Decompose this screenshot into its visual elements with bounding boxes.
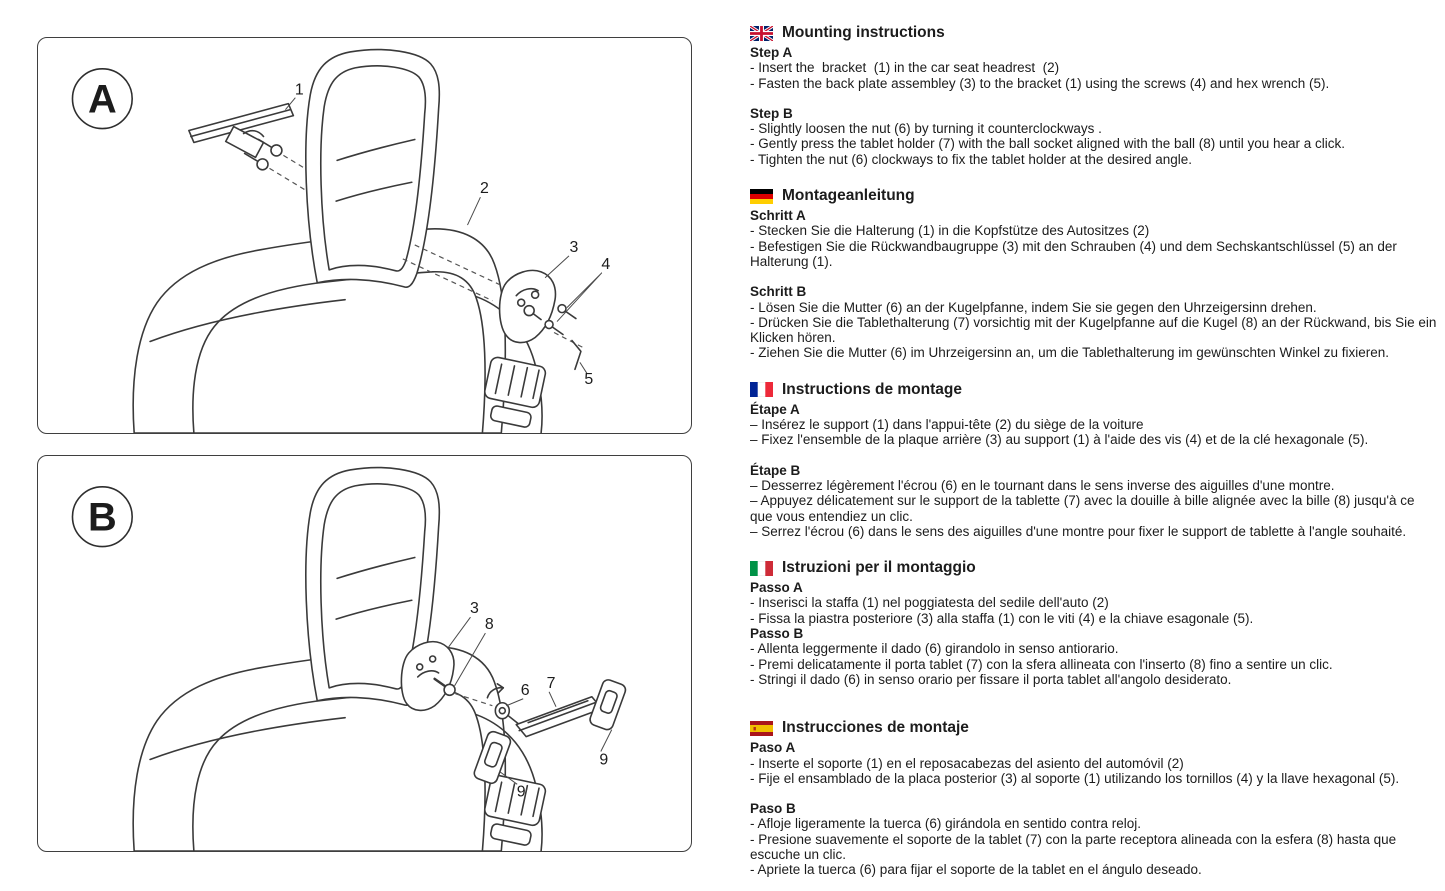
diagram-a-drawing bbox=[38, 38, 691, 433]
step-heading: Paso A bbox=[750, 740, 796, 756]
step-heading: Step B bbox=[750, 105, 793, 121]
instruction-line: - Stecken Sie die Halterung (1) in die Kopfstütze des Autositzes (2) bbox=[750, 223, 1150, 239]
step-block bbox=[750, 284, 1440, 360]
headrest-bracket-drawing bbox=[189, 104, 293, 170]
instruction-line: - Fissa la piastra posteriore (3) alla staffa (1) con le viti (4) e la chiave esagonale (5). bbox=[750, 610, 1254, 626]
hex-wrench-icon bbox=[572, 340, 581, 369]
alignment-dash-line bbox=[554, 333, 583, 348]
diagram-panel-b bbox=[37, 455, 692, 852]
instruction-line: – Insérez le support (1) dans l'appui-tête (2) du siège de la voiture bbox=[750, 417, 1144, 433]
instruction-line: - Slightly loosen the nut (6) by turning it counterclockways . bbox=[750, 121, 1102, 137]
instruction-line: - Apriete la tuerca (6) para fijar el soporte de la tablet en el ángulo deseado. bbox=[750, 862, 1202, 878]
diagram-b-drawing bbox=[38, 456, 691, 851]
panel-b-badge bbox=[72, 487, 132, 547]
callout-label: 9 bbox=[599, 751, 609, 769]
step-block bbox=[750, 801, 1440, 877]
spain-flag-icon bbox=[750, 721, 773, 736]
instruction-line: – Serrez l'écrou (6) dans le sens des aiguilles d'une montre pour fixer le support de tablette à l'angle souhaité. bbox=[750, 523, 1407, 539]
step-heading: Paso B bbox=[750, 801, 796, 817]
section-heading bbox=[750, 719, 1440, 737]
instruction-line: - Fije el ensamblado de la placa posterior (3) al soporte (1) utilizando los tornillos (4) y la llave hexagonal (5). bbox=[750, 770, 1400, 786]
instruction-line: - Tighten the nut (6) clockways to fix the tablet holder at the desired angle. bbox=[750, 151, 1192, 167]
step-block bbox=[750, 106, 1440, 167]
section-title: Istruzioni per il montaggio bbox=[782, 559, 976, 577]
panel-letter: A bbox=[87, 77, 117, 122]
callout-label: 8 bbox=[484, 616, 494, 634]
car-seat-drawing bbox=[133, 468, 546, 851]
step-block bbox=[750, 45, 1440, 91]
instruction-line: - Drücken Sie die Tablethalterung (7) vorsichtig mit der Kugelpfanne auf die Kugel (8) an der Rückwand, bis Sie ein Klicken hören. bbox=[750, 314, 1441, 346]
step-block bbox=[750, 402, 1440, 448]
step-block bbox=[750, 626, 1440, 687]
instruction-line: - Befestigen Sie die Rückwandbaugruppe (3) mit den Schrauben (4) und dem Sechskantschlüssel (5) an der Halterung (1). bbox=[750, 238, 1401, 269]
step-spacer bbox=[750, 91, 1440, 106]
italy-flag-icon bbox=[750, 561, 773, 576]
instruction-line: – Desserrez légèrement l'écrou (6) en le tournant dans le sens inverse des aiguilles d'une montre. bbox=[750, 477, 1335, 493]
step-heading: Passo B bbox=[750, 626, 804, 642]
instruction-line: - Fasten the back plate assembley (3) to the bracket (1) using the screws (4) and hex wrench (5). bbox=[750, 75, 1330, 91]
callout-label: 2 bbox=[479, 180, 489, 198]
instruction-line: – Fixez l'ensemble de la plaque arrière (3) au support (1) à l'aide des vis (4) et de la clé hexagonale (5). bbox=[750, 432, 1369, 448]
instruction-line: – Appuyez délicatement sur le support de la tablette (7) avec la douille à bille alignée avec la bille (8) jusqu'à ce que vous entendiez un clic. bbox=[750, 493, 1419, 524]
step-heading: Étape A bbox=[750, 401, 800, 417]
callout-label: 7 bbox=[546, 674, 556, 692]
section-heading bbox=[750, 187, 1440, 205]
step-spacer bbox=[750, 269, 1440, 284]
section-heading bbox=[750, 559, 1440, 577]
france-flag-icon bbox=[750, 382, 773, 397]
section-italian bbox=[750, 559, 1440, 687]
diagram-panel-a bbox=[37, 37, 692, 434]
section-german bbox=[750, 187, 1440, 361]
instruction-line: - Stringi il dado (6) in senso orario per fissare il porta tablet all'angolo desiderato. bbox=[750, 671, 1232, 687]
callout-label: 5 bbox=[584, 371, 594, 389]
step-spacer bbox=[750, 448, 1440, 463]
callout-label: 3 bbox=[569, 238, 579, 256]
uk-flag-icon bbox=[750, 26, 773, 41]
step-heading: Step A bbox=[750, 45, 793, 60]
callout-label: 6 bbox=[520, 681, 530, 699]
section-heading bbox=[750, 381, 1440, 399]
instruction-line: - Presione suavemente el soporte de la tablet (7) con la parte receptora alineada con la esfera (8) hasta que escuche un clic. bbox=[750, 831, 1400, 862]
instruction-line: - Afloje ligeramente la tuerca (6) girándola en sentido contra reloj. bbox=[750, 816, 1141, 832]
section-title: Mounting instructions bbox=[782, 24, 945, 41]
section-title: Instrucciones de montaje bbox=[782, 719, 969, 737]
step-heading: Étape B bbox=[750, 462, 801, 478]
section-title: Instructions de montage bbox=[782, 380, 962, 398]
section-title: Montageanleitung bbox=[782, 187, 915, 205]
instructions-column bbox=[750, 24, 1440, 878]
back-plate-drawing bbox=[500, 270, 556, 342]
instruction-line: - Inserte el soporte (1) en el reposacabezas del asiento del automóvil (2) bbox=[750, 755, 1184, 771]
step-heading: Schritt B bbox=[750, 284, 807, 300]
panel-a-badge bbox=[72, 69, 132, 129]
panel-letter: B bbox=[87, 495, 117, 540]
step-heading: Schritt A bbox=[750, 208, 806, 224]
car-seat-drawing bbox=[133, 50, 546, 433]
step-block bbox=[750, 208, 1440, 269]
instruction-line: - Ziehen Sie die Mutter (6) im Uhrzeigersinn an, um die Tablethalterung im gewünschten Winkel zu fixieren. bbox=[750, 345, 1390, 361]
step-block bbox=[750, 463, 1440, 539]
section-english bbox=[750, 24, 1440, 167]
step-spacer bbox=[750, 786, 1440, 801]
section-spanish bbox=[750, 719, 1440, 877]
instruction-line: - Lösen Sie die Mutter (6) an der Kugelpfanne, indem Sie sie gegen den Uhrzeigersinn drehen. bbox=[750, 299, 1317, 315]
section-french bbox=[750, 381, 1440, 539]
callout-label: 1 bbox=[294, 81, 304, 99]
instruction-line: - Insert the bracket (1) in the car seat headrest (2) bbox=[750, 60, 1060, 76]
step-heading: Passo A bbox=[750, 580, 803, 596]
instruction-line: - Gently press the tablet holder (7) with the ball socket aligned with the ball (8) until you hear a click. bbox=[750, 136, 1346, 152]
instruction-line: - Allenta leggermente il dado (6) girandolo in senso antiorario. bbox=[750, 641, 1119, 657]
germany-flag-icon bbox=[750, 189, 773, 204]
callout-label: 4 bbox=[601, 255, 611, 273]
step-block bbox=[750, 580, 1440, 626]
instruction-line: - Inserisci la staffa (1) nel poggiatesta del sedile dell'auto (2) bbox=[750, 595, 1109, 611]
instruction-line: - Premi delicatamente il porta tablet (7) con la sfera allineata con l'inserto (8) fino a sentire un clic. bbox=[750, 656, 1333, 672]
callout-label: 3 bbox=[470, 600, 479, 618]
callout-label: 9 bbox=[516, 783, 526, 801]
section-heading bbox=[750, 24, 1440, 42]
step-block bbox=[750, 740, 1440, 786]
